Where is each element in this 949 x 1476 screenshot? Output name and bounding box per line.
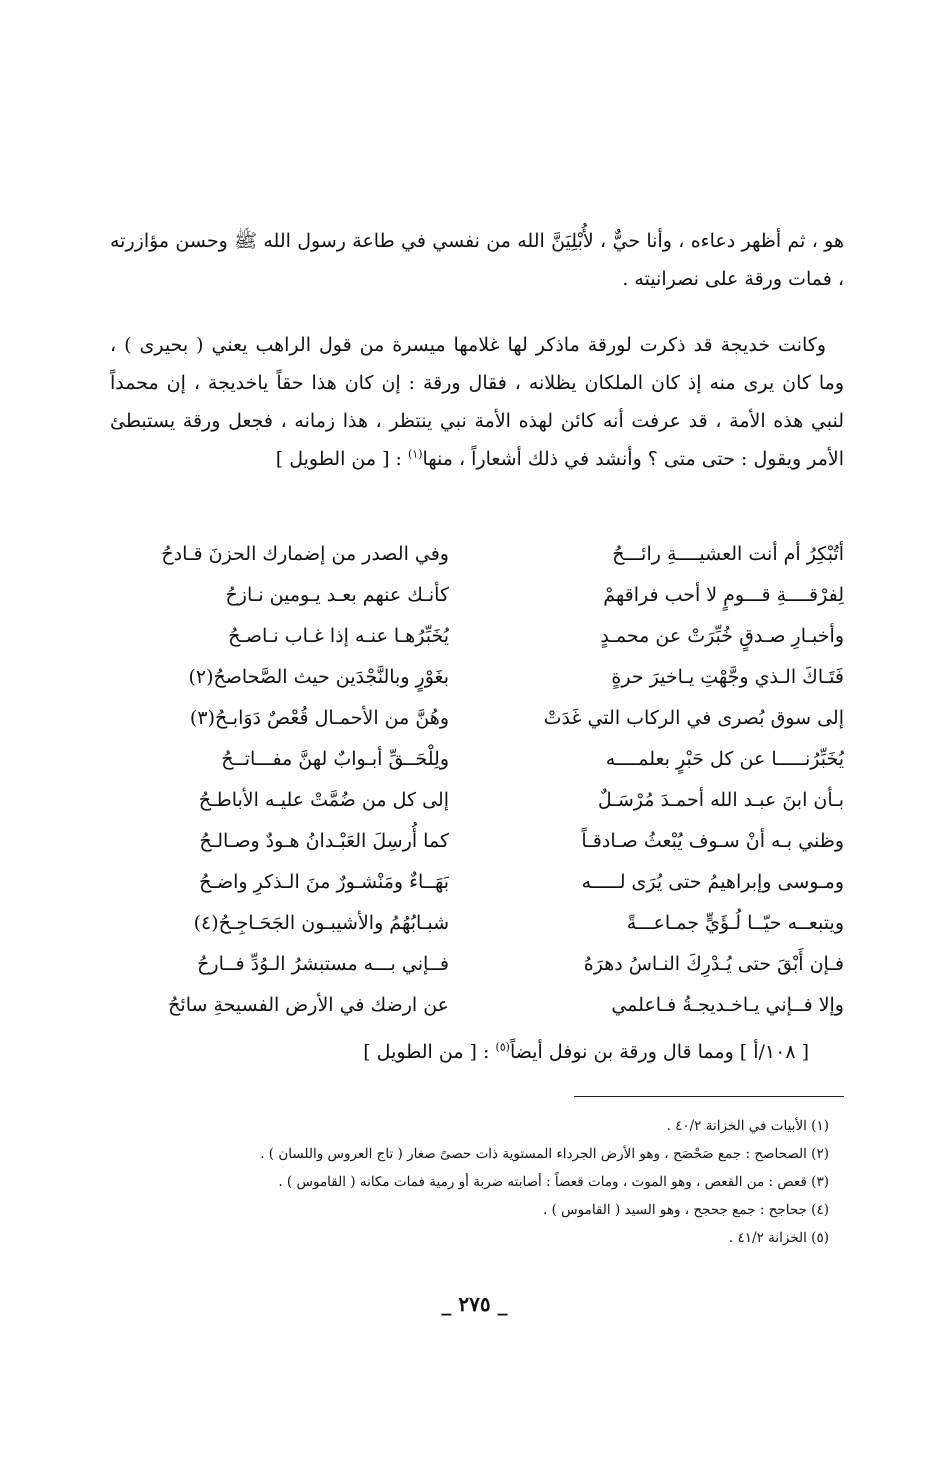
paragraph-2 [110, 326, 844, 478]
verse-line [109, 616, 844, 657]
verse-first-hemistich: بـأن ابنَ عبـد الله أحمـدَ مُرْسَـلٌ [597, 789, 844, 811]
verse-second-hemistich: بَهَــاءٌ ومَنْشـورٌ منَ الـذكرِ واضـحُ [199, 871, 449, 893]
verse-second-hemistich: وفي الصدر من إضمارك الحزنَ قـادحُ [161, 543, 449, 565]
verse-line [109, 657, 844, 698]
prose-paragraph-1 [110, 222, 844, 298]
verse-first-hemistich: أتُبْكِرُ أم أنت العشيــــةِ رائـــحُ [612, 543, 844, 565]
verse-line [109, 780, 844, 821]
verse-second-hemistich: كما أُرسِلَ العَبْـدانُ هـودٌ وصـالـحُ [199, 830, 449, 852]
verse-line [109, 698, 844, 739]
closing-line [363, 1037, 809, 1067]
footnote-item: (١) الأبيات في الخزانة ٤٠/٢ . [666, 1118, 829, 1134]
closing-meter-tag: : [ من الطويل ] [363, 1041, 496, 1063]
footnote-item: (٣) قعص : من القعص ، وهو الموت ، ومات قعصاً : أصابته ضربة أو رمية فمات مكانه ( القاموس ) . [278, 1174, 829, 1190]
footnotes [109, 1112, 829, 1252]
paragraph-2-text: وكانت خديجة قد ذكرت لورقة ماذكر لها غلامها ميسرة من قول الراهب يعني ( بحيرى ) ، وما كان يرى منه إذ كان الملكان يظلانه ، فقال ورقة : إن كان هذا حقاً ياخديجة ، إن محمداً لنبي هذه الأمة ، قد عرفت أنه كائن لهذه الأمة نبي ينتظر ، هذا زمانه ، فجعل ورقة يستبطئ الأمر ويقول : حتى متى ؟ وأنشد في ذلك أشعاراً ، منها [110, 334, 844, 470]
page-number: _ ٢٧٥ _ [441, 1292, 508, 1316]
verse-second-hemistich: عن ارضك في الأرض الفسيحةِ سائحُ [168, 994, 449, 1016]
verse-second-hemistich: بغَوْرٍ وبالنَّجْدَين حيث الصَّحاصحُ(٢) [188, 666, 449, 688]
verse-first-hemistich: فـإن أَبْقَ حتى يُـدْرِكَ النـاسُ دهرَهُ [583, 953, 844, 975]
footnote-divider [574, 1096, 844, 1097]
verse-second-hemistich: إلى كل من ضُمَّتْ عليـه الأباطـحُ [198, 789, 449, 811]
verse-line [109, 575, 844, 616]
verse-first-hemistich: وظني بـه أنْ سـوف يُبْعثُ صـادقـاً [581, 830, 844, 852]
footnote-item: (٤) جحاجح : جمع جحجح ، وهو السيد ( القاموس ) . [543, 1202, 829, 1218]
verse-second-hemistich: يُخَبِّرُهـا عنـه إذا غـاب نـاصـحُ [228, 625, 449, 647]
poem [109, 534, 844, 1026]
verse-line [109, 821, 844, 862]
verse-first-hemistich: إلى سوق بُصرى في الركاب التي غَدَتْ [543, 707, 844, 729]
verse-first-hemistich: وإلا فــإني يـاخـديجـةُ فـاعلمي [611, 994, 844, 1016]
closing-text: [ ١٠٨/أ ] ومما قال ورقة بن نوفل أيضاً [509, 1041, 809, 1063]
verse-line [109, 739, 844, 780]
verse-second-hemistich: فــإني بـــه مستبشرُ الـوُدِّ فــارحُ [197, 953, 449, 975]
verse-line [109, 903, 844, 944]
verse-line [109, 985, 844, 1026]
verse-first-hemistich: فَتَـاكَ الـذي وجَّهْتِ يـاخيرَ حرةٍ [611, 666, 844, 688]
verse-first-hemistich: ويتبعــه حيّــا لُـؤَيٍّ جمـاعـــةً [626, 912, 844, 934]
verse-line [109, 862, 844, 903]
meter-tag: : [ من الطويل ] [275, 448, 408, 470]
footnote-item: (٢) الصحاصح : جمع صَحْصَح ، وهو الأرض الجرداء المستوية ذات حصىً صغار ( تاج العروس واللسان ) . [260, 1146, 829, 1162]
footnote-marker-5: (٥) [495, 1040, 510, 1054]
verse-second-hemistich: ولِلْحَــقِّ أبـوابٌ لهنَّ مفـــاتــحُ [221, 748, 449, 770]
verse-first-hemistich: يُخَبِّرُنـــــا عن كل حَبْرٍ بعلمــــه [605, 748, 844, 770]
verse-line [109, 534, 844, 575]
verse-first-hemistich: لِفرْقــــةِ قـــومٍ لا أحب فراقهمْ [603, 584, 844, 606]
verse-second-hemistich: وهُنَّ من الأحمـال قُعْصٌ دَوَابـحُ(٣) [189, 707, 449, 729]
paragraph-1-text: هو ، ثم أظهر دعاءه ، وأنا حيٌّ ، لأُبْلِيَنَّ الله من نفسي في طاعة رسول الله ﷺ وحسن مؤازرته ، فمات ورقة على نصرانيته . [110, 230, 844, 290]
footnote-marker-1: (١) [407, 447, 423, 461]
verse-second-hemistich: كأنـك عنهم بعـد يـومين نـازحُ [225, 584, 449, 606]
footnote-item: (٥) الخزانة ٤١/٢ . [728, 1230, 829, 1246]
verse-first-hemistich: وأخبـارِ صـدقٍ خُبِّرَتْ عن محمـدٍ [600, 625, 844, 647]
verse-second-hemistich: شبـابُهُمُ والأشيبـون الجَحَـاجِـحُ(٤) [193, 912, 449, 934]
prose-paragraph-2 [110, 326, 844, 478]
verse-first-hemistich: ومـوسى وإبراهيمُ حتى يُرَى لـــــه [581, 871, 844, 893]
verse-line [109, 944, 844, 985]
